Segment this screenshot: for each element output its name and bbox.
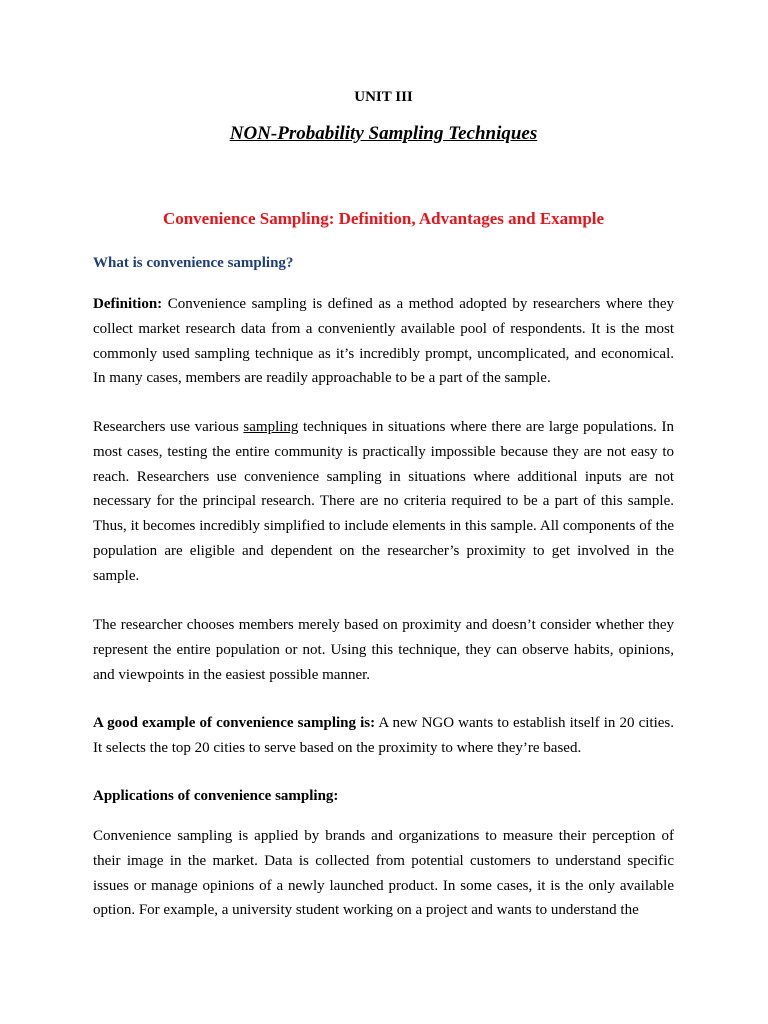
definition-text: Convenience sampling is defined as a method adopted by researchers where they collect market research data from a conveniently available pool of respondents. It is the most commonly used sampling technique as it’s incredibly prompt, uncomplicated, and economical. In many cases, members are readily approachable to be a part of the sample. bbox=[93, 296, 674, 387]
document-title: NON-Probability Sampling Techniques bbox=[229, 123, 538, 144]
researchers-paragraph bbox=[93, 415, 674, 589]
applications-heading: Applications of convenience sampling: bbox=[93, 788, 339, 804]
definition-label: Definition: bbox=[93, 296, 163, 312]
p2-text-after: techniques in situations where there are large populations. In most cases, testing the entire community is practically impossible because they are not easy to reach. Researchers use convenience sampling in situations where additional inputs are not necessary for the principal research. There are no criteria required to be a part of this sample. Thus, it becomes incredibly simplified to include elements in this sample. All components of the population are eligible and dependent on the researcher’s proximity to get involved in the sample. bbox=[93, 419, 674, 584]
example-label: A good example of convenience sampling is: bbox=[93, 715, 376, 731]
example-paragraph bbox=[93, 711, 674, 761]
question-heading: What is convenience sampling? bbox=[93, 255, 294, 271]
definition-paragraph bbox=[93, 292, 674, 391]
section-title: Convenience Sampling: Definition, Advantages and Example bbox=[162, 209, 605, 228]
applications-paragraph: Convenience sampling is applied by brands and organizations to measure their perception of their image in the market. Data is collected from potential customers to understand specific issues or manage opinions of a newly launched product. In some cases, it is the only available option. For example, a university student working on a project and wants to understand the bbox=[93, 828, 674, 919]
example-text: A new NGO wants to establish itself in 20 cities. It selects the top 20 cities to serve based on the proximity to where they’re based. bbox=[93, 715, 675, 756]
unit-label: UNIT III bbox=[354, 89, 413, 105]
proximity-paragraph: The researcher chooses members merely based on proximity and doesn’t consider whether they represent the entire population or not. Using this technique, they can observe habits, opinions, and viewpoints in the easiest possible manner. bbox=[93, 617, 674, 683]
p2-text-before: Researchers use various bbox=[93, 419, 244, 435]
sampling-link[interactable]: sampling bbox=[243, 419, 299, 435]
